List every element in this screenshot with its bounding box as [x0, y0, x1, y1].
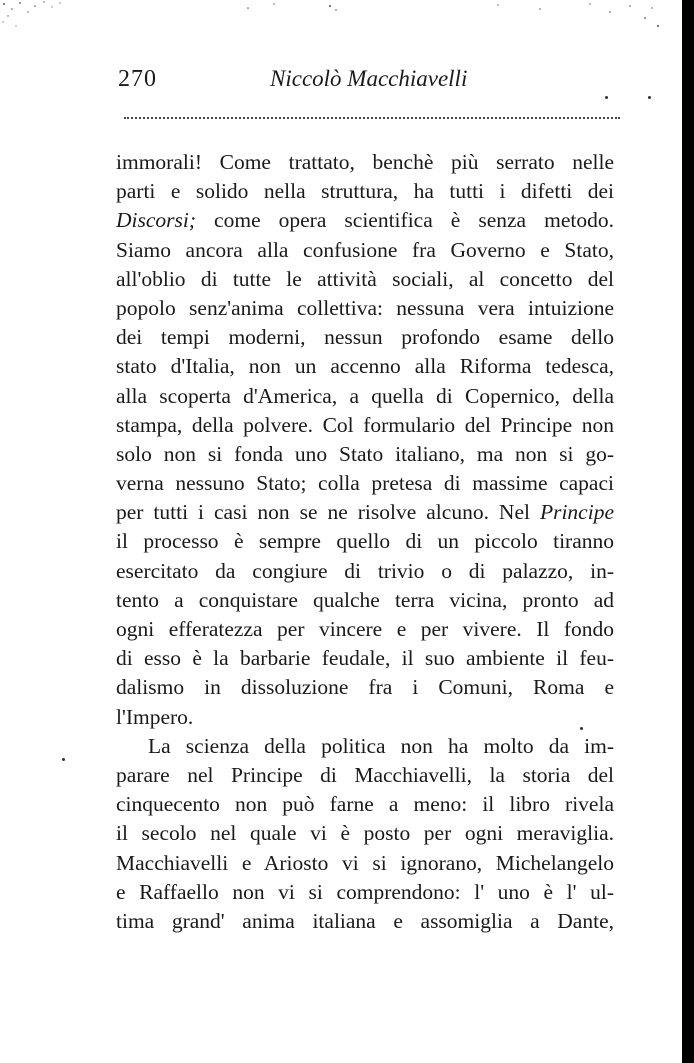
text-line: esercitato da congiure di trivio o di palazzo, in- [116, 558, 614, 583]
text-line: popolo senz'anima collettiva: nessuna vera intuizione [116, 295, 614, 320]
stray-speck [605, 96, 608, 99]
text-line: solo non si fonda uno Stato italiano, ma non si go- [116, 441, 614, 466]
scan-edge-shadow [682, 0, 694, 1063]
text-line: alla scoperta d'America, a quella di Copernico, della [116, 383, 614, 408]
text-segment: per tutti i casi non se ne risolve alcuno. Nel [116, 500, 540, 525]
text-line [116, 206, 614, 235]
header-rule [124, 117, 620, 119]
page-number: 270 [118, 66, 157, 92]
italic-title: Discorsi; [116, 208, 197, 233]
text-line: ogni efferatezza per vincere e per vivere. Il fondo [116, 617, 614, 641]
text-line: stato d'Italia, non un accenno alla Riforma tedesca, [116, 354, 614, 379]
text-line: stampa, della polvere. Col formulario del Principe non [116, 412, 614, 437]
italic-title: Principe [539, 500, 614, 525]
text-line: dalismo in dissoluzione fra i Comuni, Roma e [116, 675, 614, 700]
paragraph-start-line: La scienza della politica non ha molto da im- [148, 733, 614, 758]
scan-noise [0, 0, 694, 40]
stray-speck [62, 758, 65, 761]
text-line: il processo è sempre quello di un piccolo tiranno [116, 529, 614, 554]
text-line: l'Impero. [116, 704, 194, 729]
text-line: cinquecento non può farne a meno: il libro rivela [116, 792, 614, 817]
running-header [118, 66, 618, 106]
text-line: tento a conquistare qualche terra vicina, pronto ad [116, 587, 614, 612]
text-line [116, 498, 614, 527]
running-title: Niccolò Macchiavelli [270, 66, 468, 91]
text-line: immorali! Come trattato, benchè più serrato nelle [116, 150, 614, 174]
text-line: e Raffaello non vi si comprendono: l' uno è l' ul- [116, 879, 614, 904]
text-line: verna nessuno Stato; colla pretesa di massime capaci [116, 471, 614, 496]
text-line: di esso è la barbarie feudale, il suo ambiente il feu- [116, 646, 614, 671]
text-line: parti e solido nella struttura, ha tutti i difetti dei [116, 179, 614, 204]
stray-speck [648, 96, 651, 99]
text-line: parare nel Principe di Macchiavelli, la storia del [116, 762, 614, 787]
text-line: all'oblio di tutte le attività sociali, al concetto del [116, 266, 614, 291]
body-text [116, 148, 614, 936]
text-segment: come opera scientifica è senza metodo. [196, 208, 614, 233]
text-line: dei tempi moderni, nessun profondo esame dello [116, 325, 614, 350]
text-line: il secolo nel quale vi è posto per ogni meraviglia. [116, 821, 614, 846]
text-line: Siamo ancora alla confusione fra Governo e Stato, [116, 237, 614, 262]
text-line: Macchiavelli e Ariosto vi si ignorano, Michelangelo [116, 850, 614, 875]
text-line: tima grand' anima italiana e assomiglia a Dante, [116, 908, 614, 933]
